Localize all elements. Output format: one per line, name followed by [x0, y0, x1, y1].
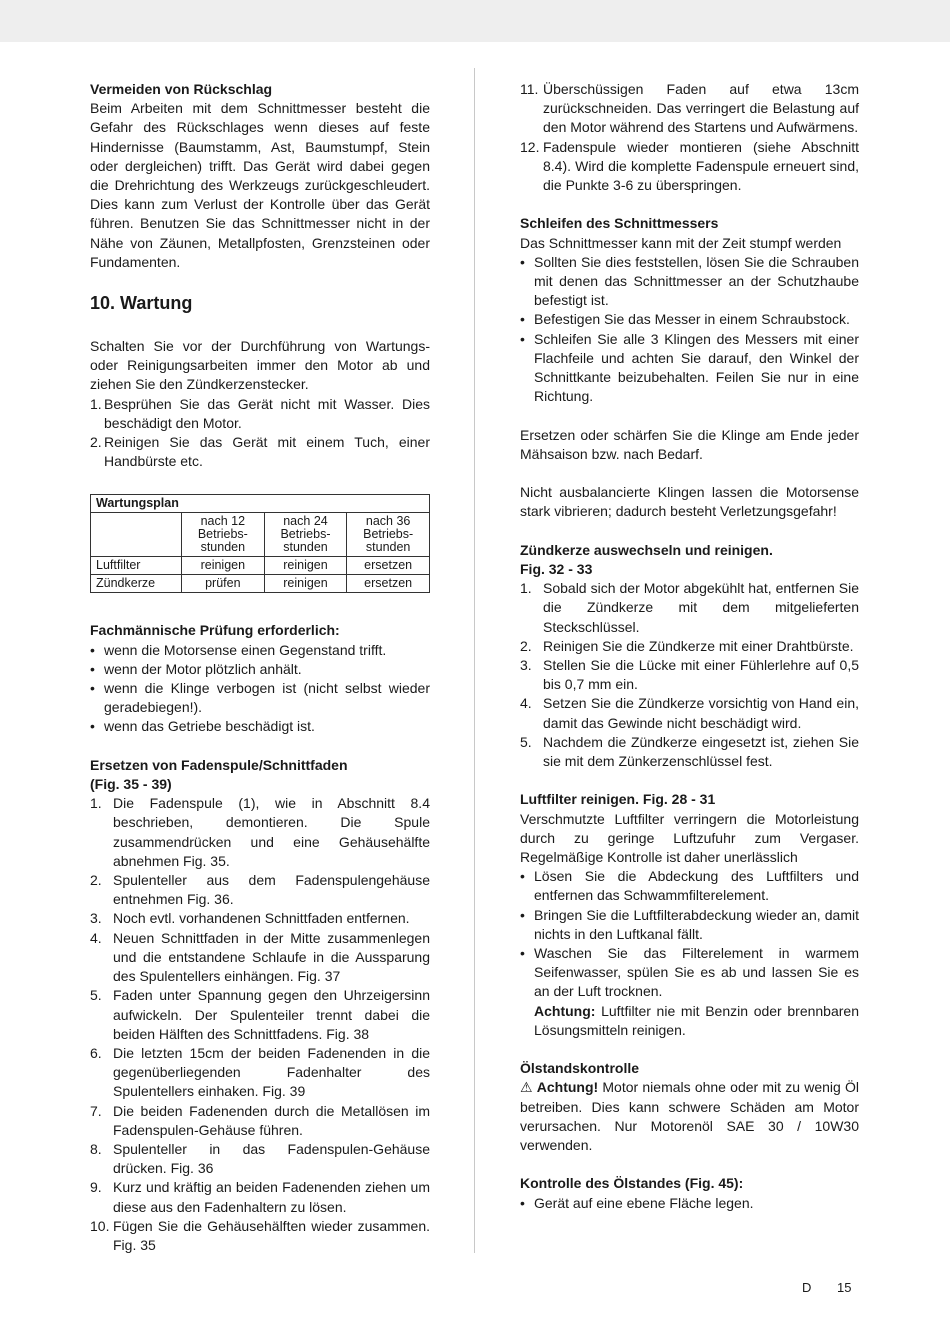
- list-item: 3. Noch evtl. vorhandenen Schnittfaden entfernen.: [90, 910, 410, 927]
- wartung-list: [90, 395, 430, 472]
- list-item: • Befestigen Sie das Messer in einem Schraubstock.: [520, 311, 850, 328]
- list-item: 2. Spulenteller aus dem Fadenspulengehäuse entnehmen Fig. 36.: [90, 872, 430, 908]
- plan-row-label: Luftfilter: [91, 557, 182, 575]
- list-item: 1. Besprühen Sie das Gerät nicht mit Wasser. Dies beschädigt den Motor.: [90, 395, 430, 431]
- zuend-list: [520, 579, 859, 771]
- warning-triangle-icon: ⚠: [520, 1079, 533, 1096]
- list-item: • Lösen Sie die Abdeckung des Luftfilters und entfernen das Schwammfilterelement.: [520, 868, 859, 904]
- luft-intro: Verschmutzte Luftfilter verringern die Motorleistung durch zu geringe Luftzufuhr zum Vergaser. Regelmäßige Kontrolle ist daher unerlässlich: [520, 810, 859, 866]
- top-band: [0, 0, 950, 42]
- list-item: 1. Sobald sich der Motor abgekühlt hat, entfernen Sie die Zündkerze mit dem mitgelieferten Steckschlüssel.: [520, 580, 859, 635]
- schleifen-intro: Das Schnittmesser kann mit der Zeit stumpf werden: [520, 234, 842, 251]
- left-column: [90, 80, 430, 1255]
- luft-achtung: [520, 1002, 859, 1040]
- list-item: • Sollten Sie dies feststellen, lösen Sie die Schrauben mit denen das Schnittmesser an der Schutzhaube befestigt ist.: [520, 253, 859, 309]
- pruefung-title: Fachmännische Prüfung erforderlich:: [90, 622, 340, 639]
- kontrolle-list: [520, 1194, 859, 1213]
- oel-title: Ölstandskontrolle: [520, 1060, 640, 1077]
- list-item: 1. Die Fadenspule (1), wie in Abschnitt 8.4 beschrieben, demontieren. Die Spule zusammendrücken und eine Gehäusehälfte abnehmen Fig. 35.: [90, 795, 430, 869]
- faden-fig: (Fig. 35 - 39): [90, 776, 172, 793]
- faden-list: [90, 794, 430, 1255]
- list-item: 7. Die beiden Fadenenden durch die Metallösen im Fadenspulen-Gehäuse führen.: [90, 1102, 430, 1138]
- pruefung-list: [90, 641, 430, 737]
- faden-title: Ersetzen von Fadenspule/Schnittfaden: [90, 756, 348, 773]
- footer-page-number: 15: [837, 1280, 852, 1295]
- zuend-title: Zündkerze auswechseln und reinigen.: [520, 541, 773, 558]
- list-item: 3. Stellen Sie die Lücke mit einer Fühlerlehre auf 0,5 bis 0,7 mm ein.: [520, 657, 859, 693]
- list-item: • wenn die Klinge verbogen ist (nicht selbst wieder geradebiegen!).: [90, 680, 430, 716]
- list-item: 6. Die letzten 15cm der beiden Fadenenden in die gegenüberliegenden Fadenhalter des Spulentellers einhaken. Fig. 39: [90, 1044, 430, 1100]
- plan-header-24: nach 24 Betriebs- stunden: [264, 513, 347, 557]
- list-item: 12. Fadenspule wieder montieren (siehe Abschnitt 8.4). Wird die komplette Fadenspule erneuert sind, die Punkte 3-6 zu überspringen.: [520, 138, 859, 194]
- rueckschlag-title: Vermeiden von Rückschlag: [90, 81, 273, 97]
- list-item: • Schleifen Sie alle 3 Klingen des Messers mit einer Flachfeile und achten Sie darauf, den Winkel der Schnittkante beizubehalten. Feilen Sie nur in eine Richtung.: [520, 330, 859, 405]
- schleifen-title: Schleifen des Schnittmessers: [520, 215, 719, 232]
- luft-title: Luftfilter reinigen. Fig. 28 - 31: [520, 791, 716, 808]
- oel-warn-text: Motor niemals ohne oder mit zu wenig Öl betreiben. Dies kann schwere Schäden am Motor verursachen. Nur Motorenöl SAE 30 / 10W30 verwenden.: [520, 1079, 859, 1154]
- plan-header-36: nach 36 Betriebs- stunden: [347, 513, 430, 557]
- plan-cell: ersetzen: [347, 575, 430, 593]
- rueckschlag-text: Beim Arbeiten mit dem Schnittmesser besteht die Gefahr des Rückschlages wenn dieses auf feste Hindernisse (Baumstamm, Ast, Baumstumpf, Stein oder dergleichen) trifft. Das Gerät wird dabei gegen die Drehrichtung des Werkzeugs zurückgeschleudert. Dies kann zum Verlust der Kontrolle über das Gerät führen. Benutzen Sie das Schnittmesser nicht in der Nähe von Zäunen, Metallpfosten, Grenzsteinen oder Fundamenten.: [90, 100, 430, 270]
- list-item: • wenn das Getriebe beschädigt ist.: [90, 718, 315, 735]
- list-item: 5. Nachdem die Zündkerze eingesetzt ist, ziehen Sie sie mit dem Zünkerzenschlüssel fest.: [520, 733, 859, 770]
- balance-text: Nicht ausbalancierte Klingen lassen die Motorsense stark vibrieren; dadurch besteht Verletzungsgefahr!: [520, 484, 859, 520]
- plan-cell: ersetzen: [347, 557, 430, 575]
- right-column: [520, 80, 859, 1213]
- luft-achtung-label: Achtung:: [534, 1002, 596, 1019]
- list-item: 4. Setzen Sie die Zündkerze vorsichtig von Hand ein, damit das Gewinde nicht beschädigt wird.: [520, 695, 859, 731]
- ersetzen-text: Ersetzen oder schärfen Sie die Klinge am Ende jeder Mähsaison bzw. nach Bedarf.: [520, 426, 859, 462]
- schleifen-list: [520, 253, 859, 407]
- list-item: 2. Reinigen Sie das Gerät mit einem Tuch, einer Handbürste etc.: [90, 434, 430, 470]
- list-item: 11. Überschüssigen Faden auf etwa 13cm zurückschneiden. Das verringert die Belastung auf den Motor während des Startens und Aufwärmens.: [520, 81, 859, 136]
- wartung-intro: Schalten Sie vor der Durchführung von Wartungs- oder Reinigungsarbeiten immer den Motor ab und ziehen Sie den Zündkerzenstecker.: [90, 338, 430, 393]
- list-item: 10. Fügen Sie die Gehäusehälften wieder zusammen. Fig. 35: [90, 1217, 430, 1253]
- plan-cell: prüfen: [182, 575, 265, 593]
- luft-achtung-text: Luftfilter nie mit Benzin oder brennbaren Lösungsmitteln reinigen.: [534, 1002, 859, 1038]
- luft-list: [520, 867, 859, 1001]
- column-divider: [474, 68, 475, 1253]
- kontrolle-title: Kontrolle des Ölstandes (Fig. 45):: [520, 1175, 744, 1192]
- plan-cell: reinigen: [182, 557, 265, 575]
- wartung-heading: 10. Wartung: [90, 293, 193, 314]
- oel-warn-label: Achtung!: [536, 1079, 599, 1096]
- list-item: 9. Kurz und kräftig an beiden Fadenenden ziehen um diese aus den Fadenhaltern zu lösen.: [90, 1179, 430, 1215]
- zuend-fig: Fig. 32 - 33: [520, 561, 593, 578]
- table-row: [91, 575, 430, 593]
- list-item: • Gerät auf eine ebene Fläche legen.: [520, 1194, 754, 1211]
- list-item: • wenn die Motorsense einen Gegenstand trifft.: [90, 641, 387, 658]
- list-item: • Bringen Sie die Luftfilterabdeckung wieder an, damit nichts in den Luftkanal fällt.: [520, 906, 859, 942]
- maintenance-plan-table: [90, 494, 430, 593]
- list-item: 2. Reinigen Sie die Zündkerze mit einer Drahtbürste.: [520, 637, 854, 654]
- plan-corner-cell: [91, 513, 182, 557]
- plan-title: Wartungsplan: [91, 495, 430, 513]
- table-row: [91, 557, 430, 575]
- list-item: 5. Faden unter Spannung gegen den Uhrzeigersinn aufwickeln. Der Spulenteiler trennt dabei die beiden Hälften des Schnittfadens. Fig. 38: [90, 987, 430, 1042]
- list-item: • wenn der Motor plötzlich anhält.: [90, 660, 302, 677]
- oel-warning: [520, 1078, 859, 1155]
- plan-header-12: nach 12 Betriebs- stunden: [182, 513, 265, 557]
- plan-row-label: Zündkerze: [91, 575, 182, 593]
- plan-cell: reinigen: [264, 575, 347, 593]
- list-item: 4. Neuen Schnittfaden in der Mitte zusammenlegen und die entstandene Schlaufe in die Aussparung des Spulentellers einhängen. Fig. 37: [90, 929, 430, 985]
- list-item: • Waschen Sie das Filterelement in warmem Seifenwasser, spülen Sie es ab und lassen Sie es an der Luft trocknen.: [520, 945, 859, 1000]
- footer-language: D: [802, 1280, 812, 1295]
- list-item: 8. Spulenteller in das Fadenspulen-Gehäuse drücken. Fig. 36: [90, 1140, 430, 1177]
- plan-cell: reinigen: [264, 557, 347, 575]
- faden-list-continued: [520, 80, 859, 195]
